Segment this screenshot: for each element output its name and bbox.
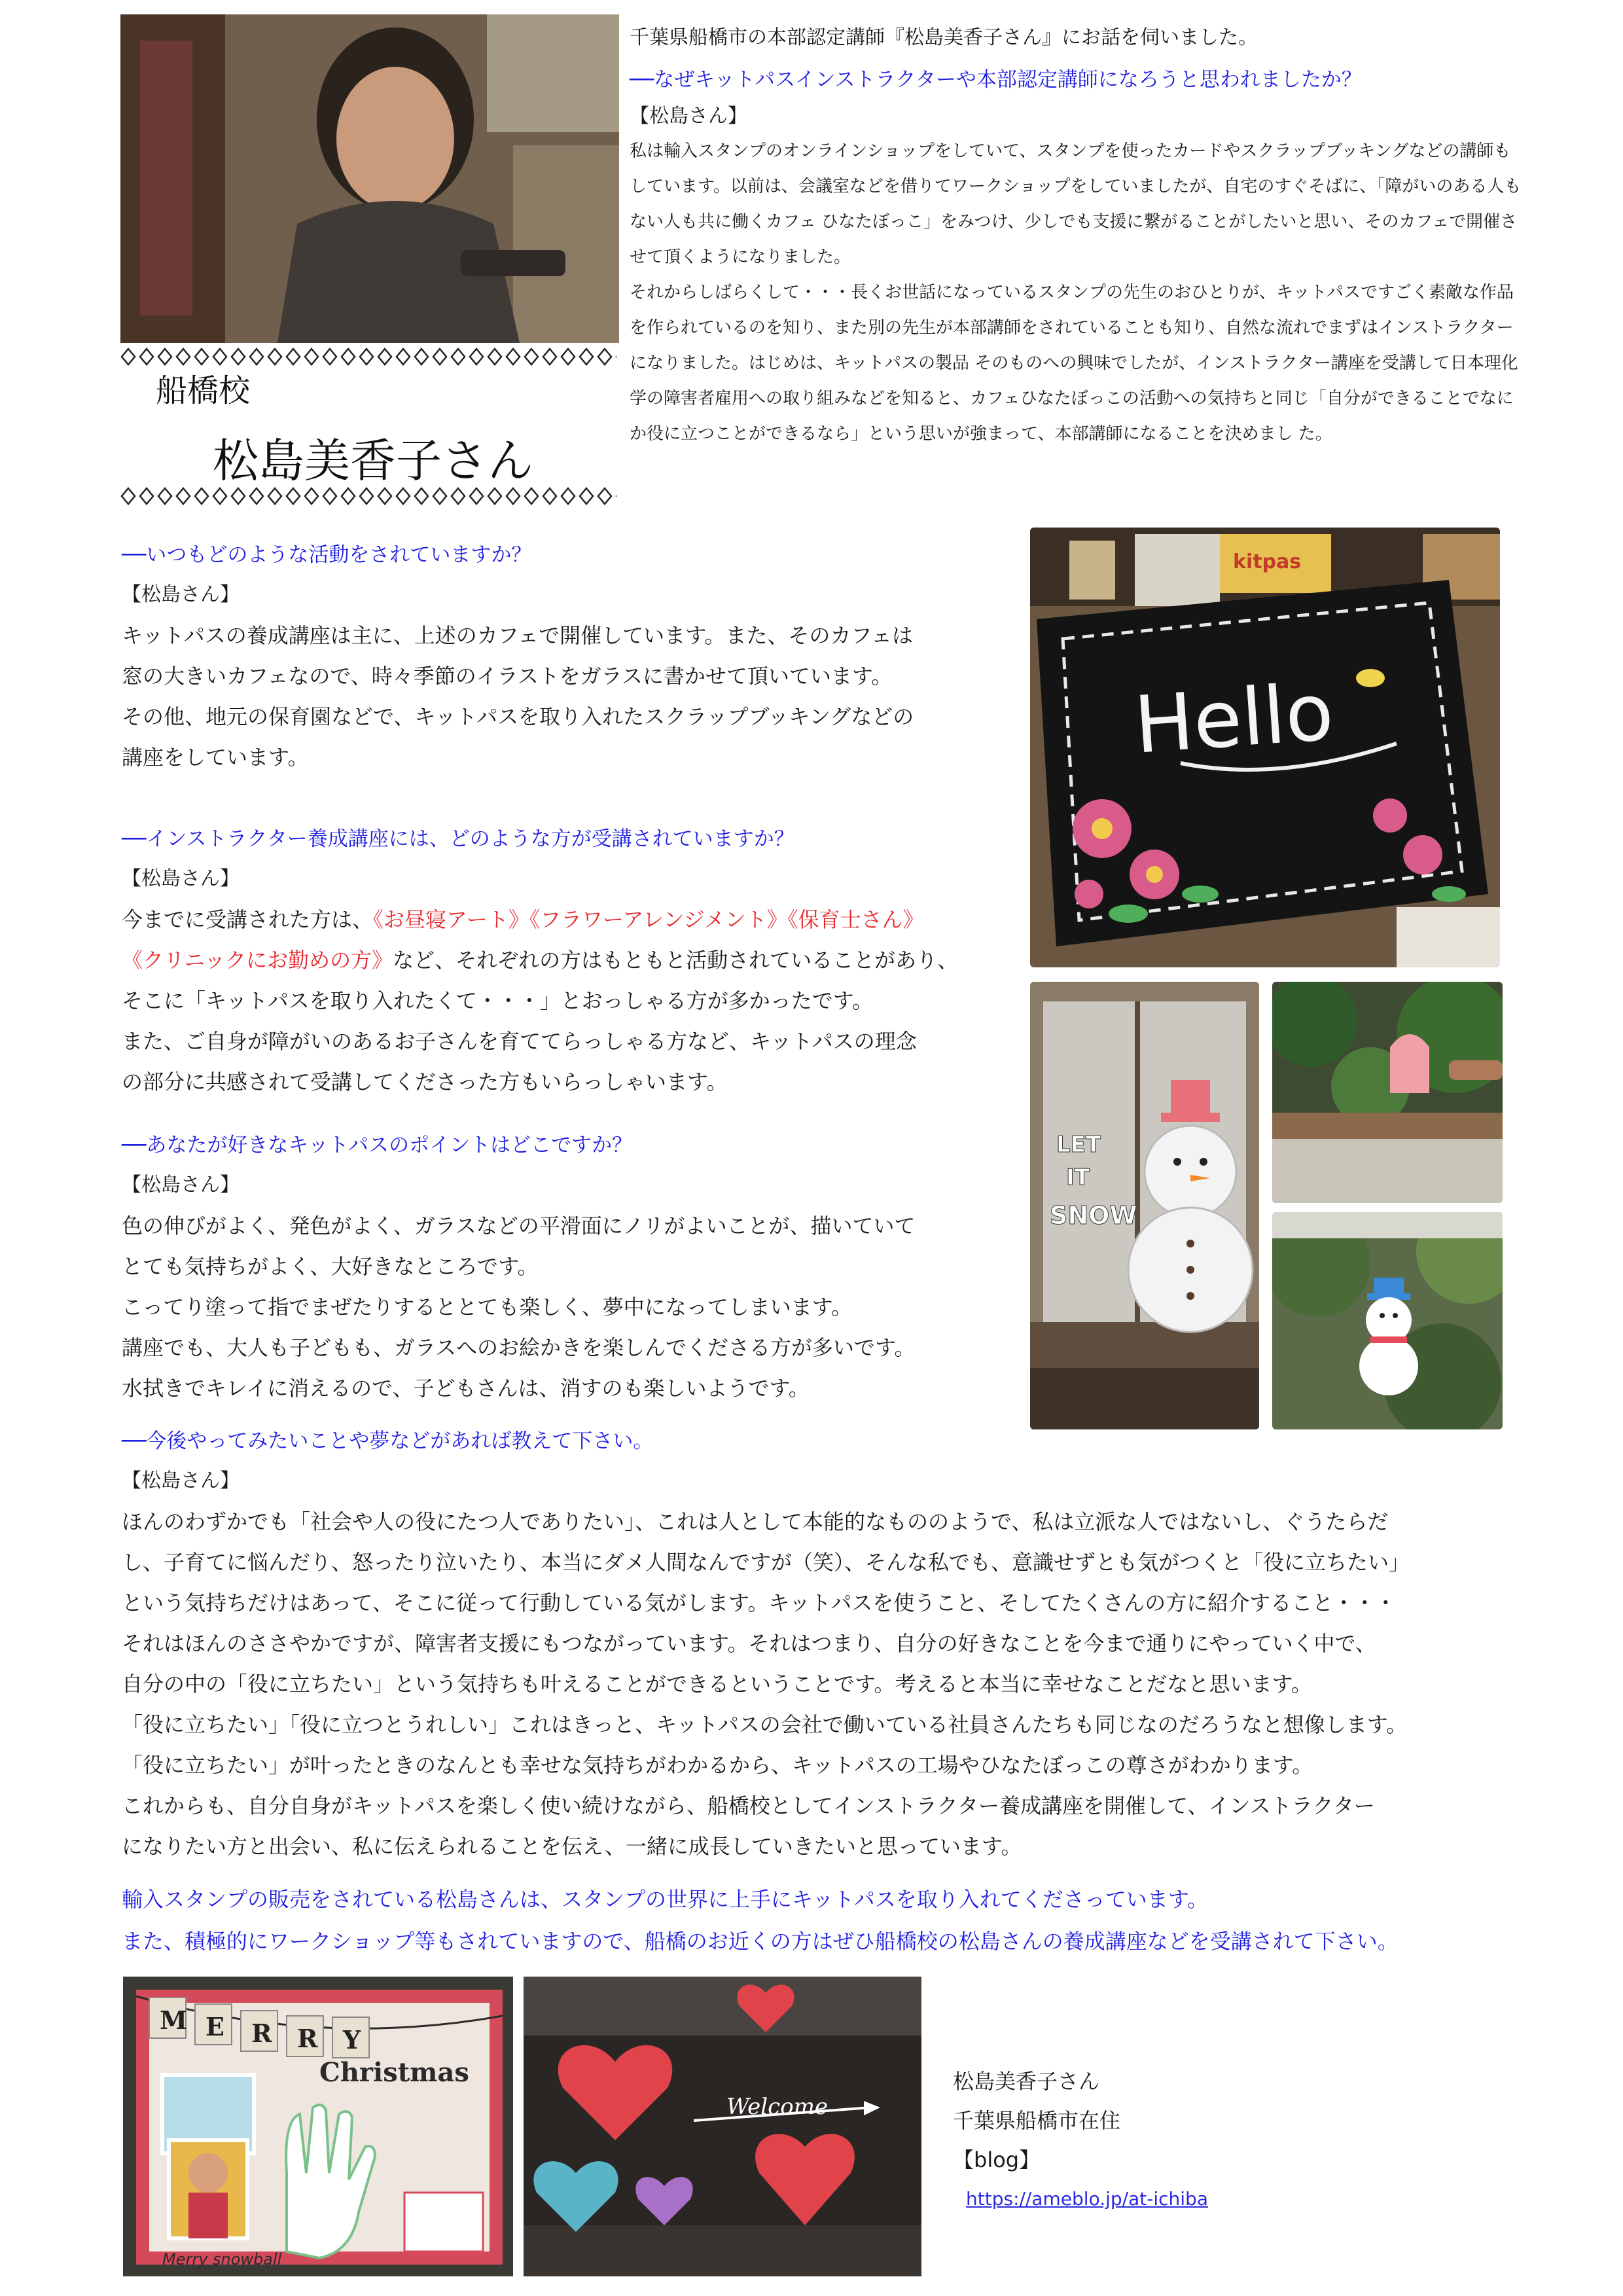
- merry-letter: R: [297, 2024, 318, 2053]
- students-line: [122, 899, 1018, 940]
- dreams-line: 「役に立ちたい」「役に立つとうれしい」これはきっと、キットパスの会社で働いている社員さんたちも同じなのだろうなと想像します。: [122, 1712, 1408, 1737]
- closing-line: 輸入スタンプの販売をされている松島さんは、スタンプの世界に上手にキットパスを取り入れてくださっています。: [122, 1887, 1209, 1912]
- points-line: 講座でも、大人も子どもも、ガラスへのお絵かきを楽しんでくださる方が多いです。: [122, 1335, 916, 1360]
- instructor-name: 松島美香子さん: [213, 434, 533, 488]
- snow-text: SNOW: [1050, 1201, 1137, 1230]
- activities-speaker: 【松島さん】: [122, 583, 240, 606]
- cafe-window-drawing-photo: [1272, 982, 1503, 1203]
- profile-block: [953, 2062, 1346, 2219]
- merry-letter: Y: [343, 2025, 361, 2054]
- dreams-line: になりたい方と出会い、私に伝えられることを伝え、一緒に成長していきたいと思っています。: [122, 1834, 1022, 1859]
- dreams-line: という気持ちだけはあって、そこに従って行動している気がします。キットパスを使うこと、そしてたくさんの方に紹介すること・・・: [122, 1590, 1397, 1615]
- let-text: LET: [1056, 1132, 1101, 1158]
- activities-line: 講座をしています。: [122, 745, 309, 770]
- it-text: IT: [1066, 1164, 1090, 1191]
- dreams-line: し、子育てに悩んだり、怒ったり泣いたり、本当にダメ人間なんですが（笑）、そんな私でも、意識せずとも気がつくと「役に立ちたい」: [122, 1550, 1410, 1575]
- intro-answer-paragraph: それからしばらくして・・・長くお世話になっているスタンプの先生のおひとりが、キットパスですごく素敵な作品を作られているのを知り、また別の先生が本部講師をされていることも知り、自然な流れでまずはインストラクターになりました。はじめは、キットパスの製品 そのものへの興味でしたが、インストラクター講座を受講して日本理化学の障害者雇用への取り組みなどを知ると、カフェひなたぼっこの活動への気持ちと同じ「自分ができることでなにか役に立つことができるなら」という思いが強まって、本部講師になることを決めまし た。: [630, 283, 1518, 444]
- section-activities: [122, 535, 1018, 778]
- section-points: [122, 1126, 1018, 1408]
- welcome-text: Welcome: [726, 2094, 829, 2120]
- portrait-photo: [120, 14, 619, 343]
- points-question: ──あなたが好きなキットパスのポイントはどこですか？: [122, 1134, 633, 1157]
- intro-answer-paragraph: 私は輸入スタンプのオンラインショップをしていて、スタンプを使ったカードやスクラップブッキングなどの講師もしています。以前は、会議室などを借りてワークショップをしていましたが、自宅のすぐそばに、「障がいのある人もない人も共に働くカフェ ひなたぼっこ」をみつけ、少しでも支援に繋がることがしたいと思い、そのカフェで開催させて頂くようになりました。: [630, 141, 1522, 267]
- merry-letter: R: [251, 2018, 272, 2048]
- points-line: 水拭きでキレイに消えるので、子どもさんは、消すのも楽しいようです。: [122, 1376, 810, 1401]
- intro-question: ──なぜキットパスインストラクターや本部認定講師になろうと思われましたか？: [630, 68, 1362, 92]
- profile-name: 松島美香子さん: [953, 2069, 1100, 2094]
- hello-chalkboard-photo: [1030, 528, 1500, 967]
- points-line: こってり塗って指でまぜたりするととても楽しく、夢中になってしまいます。: [122, 1295, 853, 1319]
- students-speaker: 【松島さん】: [122, 867, 240, 890]
- students-line: [122, 940, 1018, 980]
- dreams-line: それはほんのささやかですが、障害者支援にもつながっています。それはつまり、自分の好きなことを今まで通りにやっていく中で、: [122, 1631, 1376, 1656]
- blog-link[interactable]: https://ameblo.jp/at-ichiba: [966, 2188, 1208, 2210]
- school-name: 船橋校: [156, 372, 251, 409]
- activities-line: その他、地元の保育園などで、キットパスを取り入れたスクラップブッキングなどの: [122, 704, 914, 729]
- snowball-text: Merry snowball: [162, 2250, 282, 2269]
- intro-speaker: 【松島さん】: [630, 105, 747, 128]
- welcome-hearts-window-photo: [524, 1977, 921, 2276]
- students-line: そこに「キットパスを取り入れたくて・・・」とおっしゃる方が多かったです。: [122, 988, 874, 1013]
- christmas-text: Christmas: [319, 2057, 469, 2088]
- students-line1-highlight: 《お昼寝アート》《フラワーアレンジメント》《保育士さん》: [373, 907, 924, 932]
- activities-line: キットパスの養成講座は主に、上述のカフェで開催しています。また、そのカフェは: [122, 623, 913, 648]
- profile-residence: 千葉県船橋市在住: [953, 2108, 1121, 2133]
- points-line: とても気持ちがよく、大好きなところです。: [122, 1254, 539, 1279]
- dreams-line: 「役に立ちたい」が叶ったときのなんとも幸せな気持ちがわかるから、キットパスの工場やひなたぼっこの尊さがわかります。: [122, 1753, 1313, 1778]
- dreams-line: 自分の中の「役に立ちたい」という気持ちも叶えることができるということです。考えると本当に幸せなことだなと思います。: [122, 1672, 1312, 1696]
- activities-question: ──いつもどのような活動をされていますか？: [122, 543, 532, 567]
- points-speaker: 【松島さん】: [122, 1174, 240, 1196]
- dreams-line: ほんのわずかでも「社会や人の役にたつ人でありたい」、これは人として本能的なもののようで、私は立派な人ではないし、ぐうたらだ: [122, 1509, 1389, 1534]
- students-line2-suffix: など、それぞれの方はもともと活動されていることがあり、: [393, 948, 959, 973]
- intro-lead: 千葉県船橋市の本部認定講師『松島美香子さん』にお話を伺いました。: [630, 26, 1258, 49]
- intro-section: [630, 20, 1526, 452]
- hello-chalk-text: Hello: [1131, 666, 1337, 772]
- section-dreams: [122, 1422, 1529, 1867]
- dreams-speaker: 【松島さん】: [122, 1469, 240, 1492]
- points-line: 色の伸びがよく、発色がよく、ガラスなどの平滑面にノリがよいことが、描いていて: [122, 1213, 916, 1238]
- students-line1-prefix: 今までに受講された方は、: [122, 907, 374, 932]
- merry-christmas-scrapbook-photo: [123, 1977, 513, 2276]
- closing-message: [122, 1878, 1529, 1962]
- activities-line: 窓の大きいカフェなので、時々季節のイラストをガラスに書かせて頂いています。: [122, 664, 893, 689]
- students-line: また、ご自身が障がいのあるお子さんを育ててらっしゃる方など、キットパスの理念: [122, 1029, 917, 1054]
- merry-letter: E: [205, 2012, 224, 2041]
- let-it-snow-window-photo: [1030, 982, 1259, 1429]
- students-line2-highlight: 《クリニックにお勤めの方》: [122, 948, 393, 973]
- dreams-question: ──今後やってみたいことや夢などがあれば教えて下さい。: [122, 1429, 654, 1453]
- section-students: [122, 819, 1018, 1102]
- merry-letter: M: [160, 2005, 188, 2035]
- dreams-line: これからも、自分自身がキットパスを楽しく使い続けながら、船橋校としてインストラクター養成講座を開催して、インストラクター: [122, 1793, 1375, 1818]
- snowman-window-photo: [1272, 1212, 1503, 1429]
- kitpas-box-label: kitpas: [1233, 550, 1302, 573]
- closing-line: また、積極的にワークショップ等もされていますので、船橋のお近くの方はぜひ船橋校の松島さんの養成講座などを受講されて下さい。: [122, 1929, 1399, 1954]
- students-line: の部分に共感されて受講してくださった方もいらっしゃいます。: [122, 1069, 728, 1094]
- profile-blog-label: 【blog】: [953, 2147, 1041, 2172]
- students-question: ──インストラクター養成講座には、どのような方が受講されていますか？: [122, 827, 794, 851]
